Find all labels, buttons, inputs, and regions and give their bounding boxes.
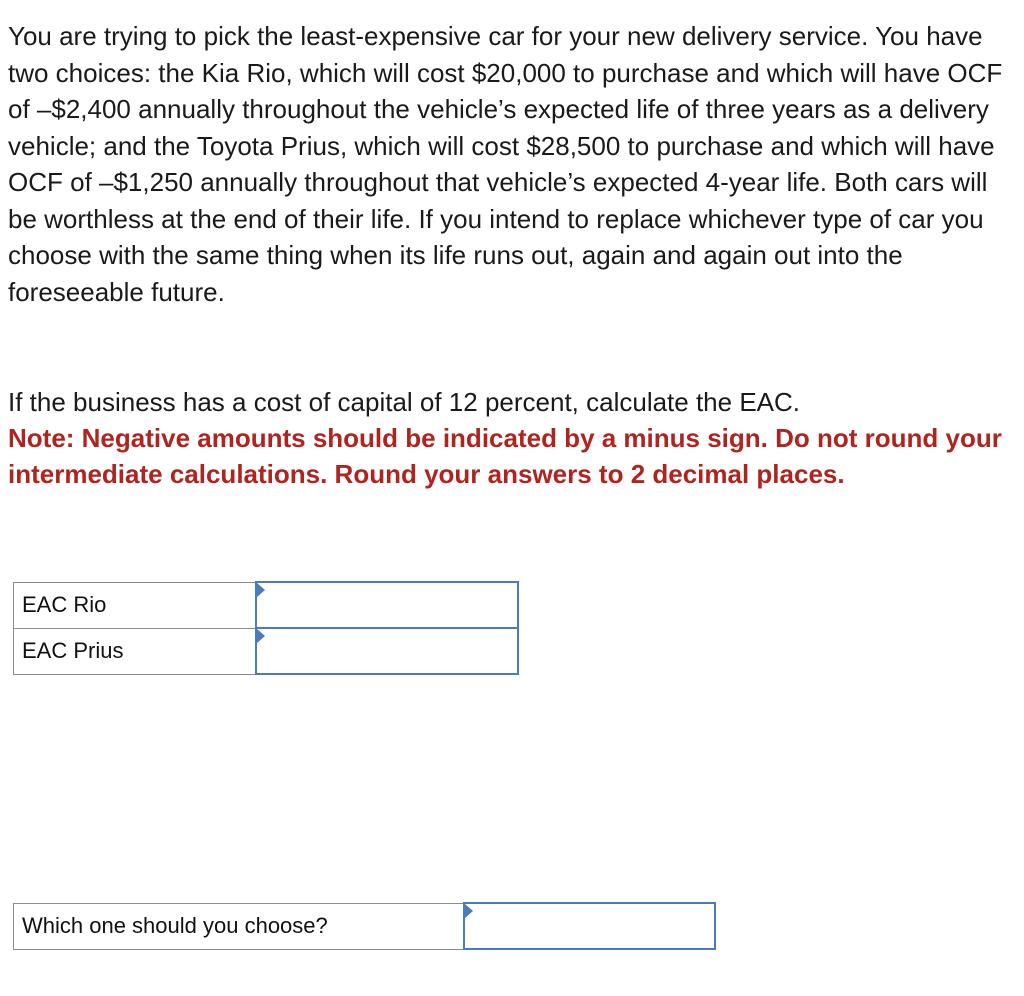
choice-answer-table xyxy=(13,902,716,950)
choice-input[interactable] xyxy=(465,904,714,948)
input-marker-icon xyxy=(257,629,265,643)
eac-rio-input-cell[interactable] xyxy=(256,582,518,628)
eac-rio-label: EAC Rio xyxy=(14,582,257,628)
choice-input-cell[interactable] xyxy=(464,903,715,949)
instruction-note: Note: Negative amounts should be indicated by a minus sign. Do not round your intermediate calculations. Round your answers to 2 decimal places. xyxy=(8,423,1002,489)
eac-prius-label: EAC Prius xyxy=(14,628,257,674)
question-text-block xyxy=(8,18,1008,310)
eac-rio-input[interactable] xyxy=(257,583,517,627)
eac-rio-row xyxy=(14,582,519,628)
eac-prius-input[interactable] xyxy=(257,629,517,673)
choice-row xyxy=(14,903,716,949)
input-marker-icon xyxy=(257,583,265,597)
choice-label: Which one should you choose? xyxy=(14,903,465,949)
eac-answer-table xyxy=(13,581,519,675)
prompt-block xyxy=(8,384,1008,492)
eac-prius-input-cell[interactable] xyxy=(256,628,518,674)
dropdown-marker-icon xyxy=(465,904,473,918)
question-paragraph: You are trying to pick the least-expensive car for your new delivery service. You have two choices: the Kia Rio, which will cost $20,000 to purchase and which will have OCF of –$2,400 annually throughout the vehicle’s expected life of three years as a delivery vehicle; and the Toyota Prius, which will cost $28,500 to purchase and which will have OCF of –$1,250 annually throughout that vehicle’s expected 4-year life. Both cars will be worthless at the end of their life. If you intend to replace whichever type of car you choose with the same thing when its life runs out, again and again out into the foreseeable future. xyxy=(8,21,1003,307)
prompt-text: If the business has a cost of capital of 12 percent, calculate the EAC. xyxy=(8,387,801,417)
eac-prius-row xyxy=(14,628,519,674)
